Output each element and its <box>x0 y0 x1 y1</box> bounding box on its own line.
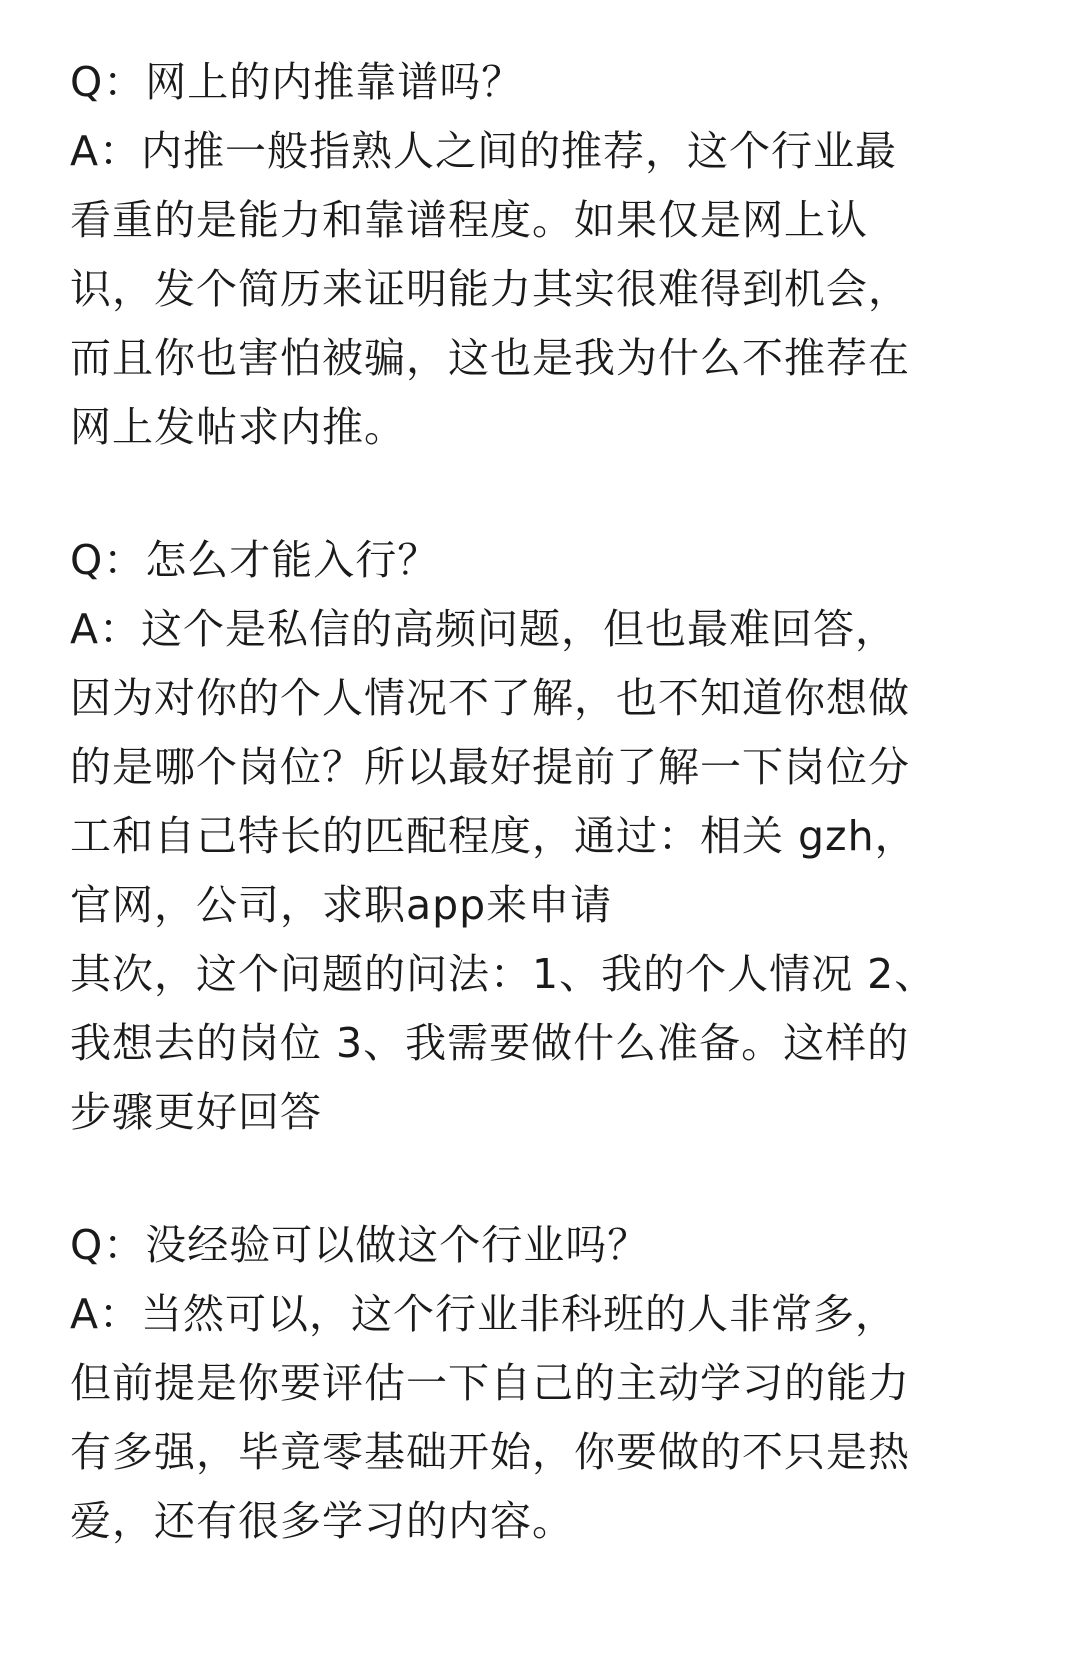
question-text: Q：没经验可以做这个行业吗？ <box>70 1221 650 1269</box>
faq-item-no-experience <box>70 1211 1010 1556</box>
answer-text-line: 网上发帖求内推。 <box>70 403 406 451</box>
answer-text-line: 因为对你的个人情况不了解，也不知道你想做 <box>70 674 910 722</box>
answer-text-line: 但前提是你要评估一下自己的主动学习的能力 <box>70 1359 910 1407</box>
answer-text-line: 而且你也害怕被骗，这也是我为什么不推荐在 <box>70 334 910 382</box>
answer-text-line: 步骤更好回答 <box>70 1088 322 1136</box>
answer-text-line: 爱，还有很多学习的内容。 <box>70 1497 574 1545</box>
answer-text-line: 有多强，毕竟零基础开始，你要做的不只是热 <box>70 1428 910 1476</box>
answer-text-line: 识，发个简历来证明能力其实很难得到机会， <box>70 265 910 313</box>
answer-text-line: A：内推一般指熟人之间的推荐，这个行业最 <box>70 127 898 175</box>
answer-text-line: 其次，这个问题的问法：1、我的个人情况 2、 <box>70 950 937 998</box>
faq-item-entry <box>70 526 1010 1147</box>
answer-text-line: A：当然可以，这个行业非科班的人非常多， <box>70 1290 898 1338</box>
answer-text-line: 官网，公司，求职app来申请 <box>70 881 613 929</box>
answer-text-line: A：这个是私信的高频问题，但也最难回答， <box>70 605 898 653</box>
answer-text-line: 的是哪个岗位？所以最好提前了解一下岗位分 <box>70 743 910 791</box>
answer-text-line: 看重的是能力和靠谱程度。如果仅是网上认 <box>70 196 868 244</box>
faq-item-referral <box>70 48 1010 462</box>
question-text: Q：网上的内推靠谱吗？ <box>70 58 524 106</box>
question-text: Q：怎么才能入行？ <box>70 536 440 584</box>
answer-text-line: 我想去的岗位 3、我需要做什么准备。这样的 <box>70 1019 910 1067</box>
faq-document <box>70 48 1010 1620</box>
answer-text-line: 工和自己特长的匹配程度，通过：相关 gzh， <box>70 812 917 860</box>
